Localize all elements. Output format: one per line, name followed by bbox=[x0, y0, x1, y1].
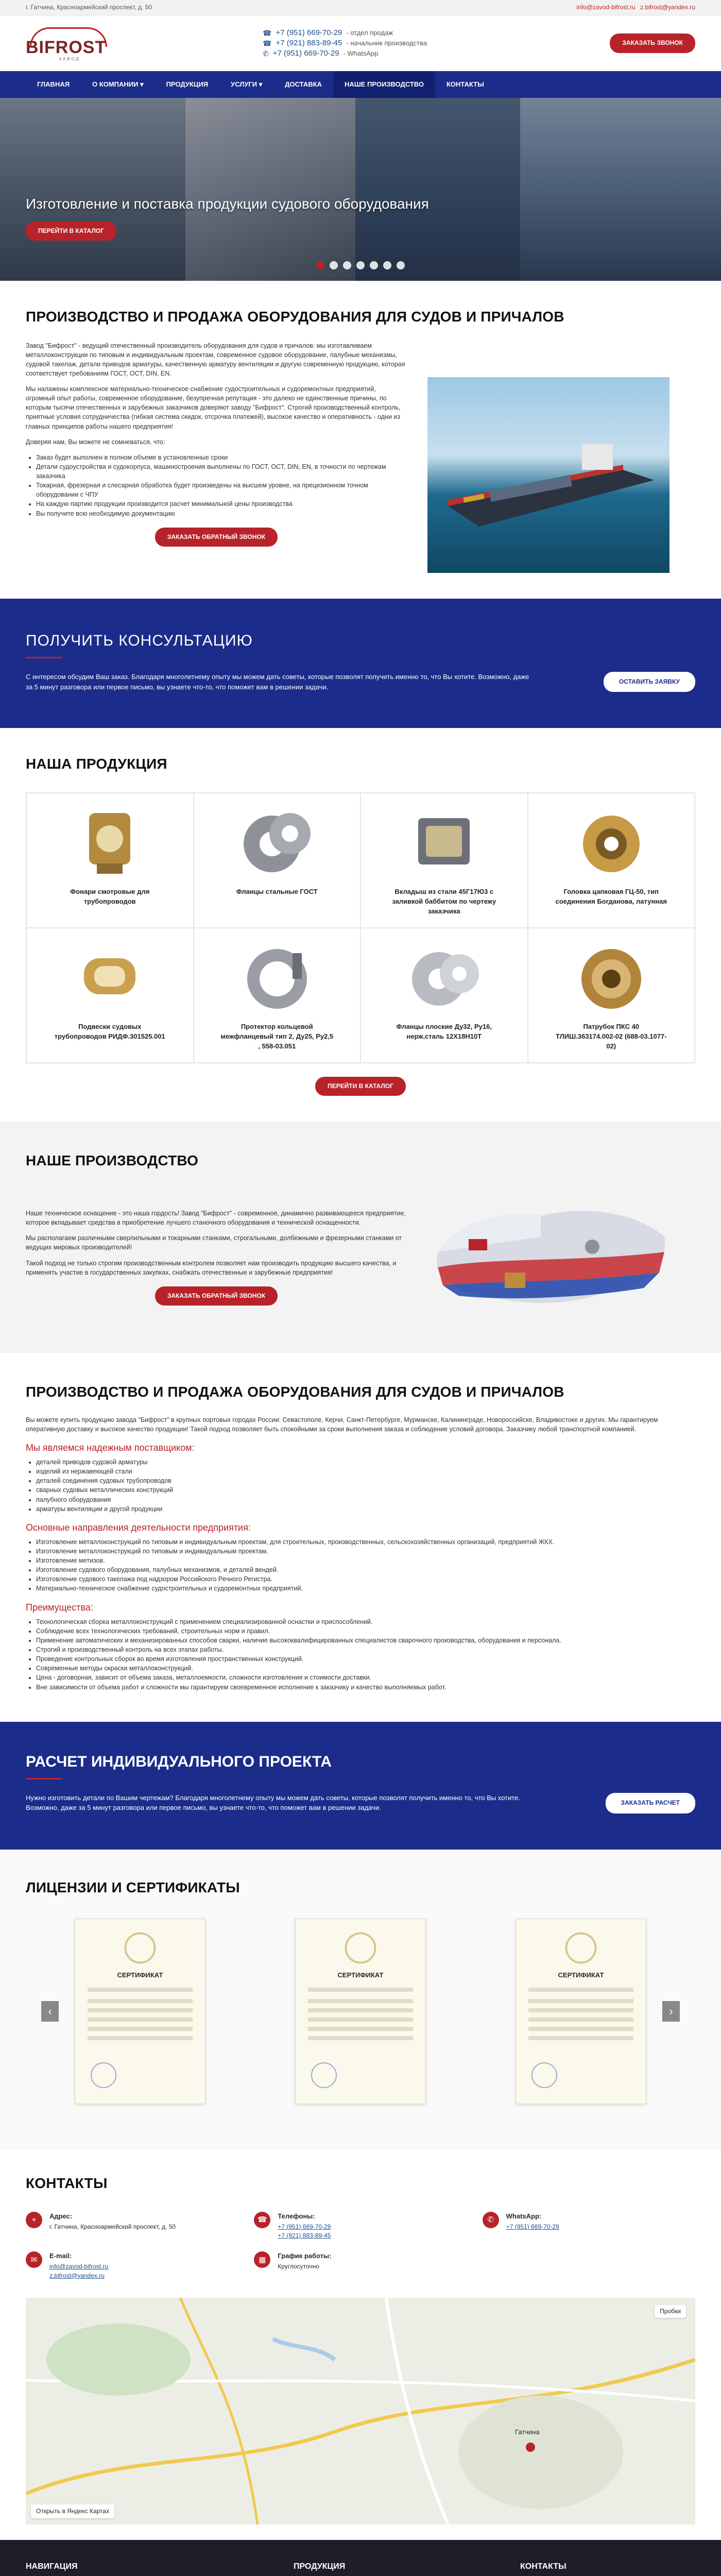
slider-dot[interactable] bbox=[343, 261, 351, 269]
whatsapp-link[interactable]: +7 (951) 669-70-29 bbox=[506, 2223, 559, 2230]
header-phones bbox=[263, 28, 427, 59]
list-item: • арматуры вентиляции и другой продукции bbox=[36, 1504, 695, 1514]
nav-item-delivery[interactable]: ДОСТАВКА bbox=[285, 80, 322, 88]
list-item: • Токарная, фрезерная и слесарная обработка будет произведены на высшем уровне, на прецизионном точном оборудовании с ЧПУ bbox=[36, 481, 407, 499]
top-bar bbox=[0, 0, 721, 15]
mail-icon: ✉ bbox=[26, 2251, 42, 2268]
consult-title: ПОЛУЧИТЬ КОНСУЛЬТАЦИЮ bbox=[26, 632, 253, 649]
product-name: Вкладыш из стали 45Г17Ю3 с заливкой баббитом по чертежу заказчика bbox=[392, 888, 496, 915]
whatsapp-icon: ✆ bbox=[483, 2212, 499, 2228]
footer bbox=[0, 2540, 721, 2576]
slider-dot[interactable] bbox=[316, 261, 324, 269]
list-item: • Материально-техническое снабжение судостроительных и судоремонтных предприятий. bbox=[36, 1584, 695, 1593]
product-photo bbox=[570, 938, 653, 1015]
list-item: • Строгий и производственный контроль на всех этапах работы. bbox=[36, 1645, 695, 1654]
advantages-list bbox=[36, 1617, 695, 1692]
cert-title: СЕРТИФИКАТ bbox=[337, 1971, 384, 1979]
whatsapp-icon: ✆ bbox=[263, 49, 269, 58]
hero-catalog-button[interactable]: ПЕРЕЙТИ В КАТАЛОГ bbox=[26, 222, 116, 241]
header-phone-3[interactable]: ✆ +7 (951) 669-70-29 - WhatsApp bbox=[263, 49, 379, 58]
list-item: • Соблюдение всех технологических требований, строительных норм и правил. bbox=[36, 1626, 695, 1636]
info-title: ПРОИЗВОДСТВО И ПРОДАЖА ОБОРУДОВАНИЯ ДЛЯ СУДОВ И ПРИЧАЛОВ bbox=[26, 1384, 564, 1400]
phone-link[interactable]: +7 (921) 883-89-45 bbox=[278, 2232, 331, 2239]
list-item: • Проведение контрольных сборок во время изготовления пространственных конструкций. bbox=[36, 1654, 695, 1664]
production-paragraph: Наше техническое оснащение - это наша гордость! Завод "Бифрост" - современное, динамично развивающееся предприятие, которое вкладывает средства в приобретение лучшего станочного оборудования и технической оснащенности. bbox=[26, 1210, 406, 1227]
product-photo bbox=[570, 803, 653, 880]
list-item: • Детали судоустройства и судокорпуса, машиностроения выполнены по ГОСТ, ОСТ, DIN, EN, в точности по чертежам заказчика bbox=[36, 462, 407, 481]
map-city-label: Гатчина bbox=[515, 2428, 540, 2436]
slider-dot[interactable] bbox=[330, 261, 338, 269]
products-title: НАША ПРОДУКЦИЯ bbox=[26, 756, 167, 772]
calc-title: РАСЧЕТ ИНДИВИДУАЛЬНОГО ПРОЕКТА bbox=[26, 1753, 332, 1770]
phone-link[interactable]: +7 (951) 669-70-29 bbox=[278, 2223, 331, 2230]
footer-contacts-title: КОНТАКТЫ bbox=[520, 2562, 566, 2571]
info-intro: Вы можете купить продукцию завода "Бифрост" в крупных портовых городах России: Севастополе, Керчи, Санкт-Петербурге, Мурманске, Калининграде, Новороссийске, Владивостоке и других. Мы гарантируем оперативную доставку и высокое качество продукции! Такой подход позволяет быть спокойными за сроки выполнения заказа и соблюдение условий договора. Заказчику любой транспортной компанией. bbox=[26, 1416, 658, 1433]
about-title: ПРОИЗВОДСТВО И ПРОДАЖА ОБОРУДОВАНИЯ ДЛЯ СУДОВ И ПРИЧАЛОВ bbox=[26, 309, 564, 325]
list-item: • Изготовление судового оборудования, палубных механизмов, и деталей вендей. bbox=[36, 1565, 695, 1574]
supplier-list bbox=[36, 1458, 695, 1514]
order-call-button[interactable]: ЗАКАЗАТЬ ЗВОНОК bbox=[610, 33, 695, 53]
about-paragraph: Завод "Бифрост" - ведущий отечественный производитель оборудования для судов и причалов: мы изготавливаем металлоконструкции по типовым и индивидуальным проектам, современное судовое оборудование, палубные механизмы, судовой такелаж, детали приводов арматуры, качественную арматуру вентиляции и другую современную продукцию, которая соответствует требованиям ГОСТ, ОСТ, DIN, EN. bbox=[26, 342, 405, 377]
order-callback-button[interactable]: ЗАКАЗАТЬ ОБРАТНЫЙ ЗВОНОК bbox=[155, 1286, 278, 1306]
licenses-title: ЛИЦЕНЗИИ И СЕРТИФИКАТЫ bbox=[26, 1879, 240, 1895]
calc-text: Нужно изготовить детали по Вашим чертежам? Благодаря многолетнему опыту мы можем дать советы, которые позволят получить именно то, что Вы хотите. Возможно, даже за 5 минут разговора или первое письмо, вы узнаете что-то, что поможет вам в решении задачи. bbox=[26, 1794, 521, 1811]
product-name: Фланцы плоские Ду32, Ру16, нерж.сталь 12Х18Н10Т bbox=[396, 1023, 492, 1040]
product-name: Подвески судовых трубопроводов РИДФ.301525.001 bbox=[54, 1023, 165, 1040]
licenses-section bbox=[0, 1850, 721, 2151]
contact-phones: ☎ Телефоны: +7 (951) 669-70-29 +7 (921) 883-89-45 bbox=[254, 2212, 467, 2241]
email-link[interactable]: z.bifrost@yandex.ru bbox=[49, 2272, 105, 2279]
footer-products-title: ПРОДУКЦИЯ bbox=[294, 2562, 346, 2571]
list-item: • Изготовление металлоконструкций по типовым и индивидуальным проектам, для строительных, производственных, сельскохозяйственных организаций, предприятий ЖКХ. bbox=[36, 1537, 695, 1547]
leave-request-button[interactable]: ОСТАВИТЬ ЗАЯВКУ bbox=[604, 672, 695, 692]
contact-hours: ▦ График работы: Круглосуточно bbox=[254, 2251, 467, 2280]
header bbox=[0, 15, 721, 71]
calendar-icon: ▦ bbox=[254, 2251, 270, 2268]
info-section bbox=[0, 1353, 721, 1722]
location-icon: ⌖ bbox=[26, 2212, 42, 2228]
header-phone-1[interactable]: ☎ +7 (951) 669-70-29 - отдел продаж bbox=[263, 28, 393, 37]
list-item: • деталей приводов судовой арматуры bbox=[36, 1458, 695, 1467]
product-name: Протектор кольцевой межфланцевый тип 2, Ду25, Ру2,5 , 558-03.051 bbox=[220, 1023, 334, 1050]
product-name: Фланцы стальные ГОСТ bbox=[236, 888, 318, 896]
catalog-button[interactable]: ПЕРЕЙТИ В КАТАЛОГ bbox=[315, 1077, 406, 1096]
certificate-image[interactable] bbox=[516, 1919, 646, 2104]
nav-item-services[interactable]: УСЛУГИ ▾ bbox=[231, 80, 263, 88]
slider-dot[interactable] bbox=[356, 261, 365, 269]
phone-icon: ☎ bbox=[263, 29, 272, 37]
list-item: • Вы получите всю необходимую документацию bbox=[36, 509, 407, 518]
open-yandex-maps-link[interactable]: Открыть в Яндекс Картах bbox=[31, 2504, 114, 2518]
info-heading: Мы являемся надежным поставщиком: bbox=[26, 1442, 195, 1453]
phone-icon: ☎ bbox=[254, 2212, 270, 2228]
topbar-emails bbox=[574, 3, 695, 12]
yandex-map[interactable] bbox=[26, 2298, 695, 2524]
contacts-title: КОНТАКТЫ bbox=[26, 2175, 108, 2192]
hero-slider bbox=[0, 98, 721, 281]
production-paragraph: Такой подход не только строгим производственным контролем позволяет нам производить продукцию высшего качества, и применять участие в государственных закупках, снабжать отечественные и зарубежные предприятия! bbox=[26, 1259, 397, 1276]
slider-dots bbox=[0, 261, 721, 269]
about-list bbox=[36, 453, 407, 518]
phone-icon: ☎ bbox=[263, 39, 272, 47]
nav-item-about[interactable]: О КОМПАНИИ ▾ bbox=[92, 80, 144, 88]
contacts-section bbox=[0, 2150, 721, 2524]
logo[interactable]: BIFROST ЗАВОД bbox=[26, 26, 113, 60]
nav-item-production[interactable]: НАШЕ ПРОИЗВОДСТВО bbox=[333, 71, 435, 98]
ship-photo bbox=[427, 377, 670, 573]
product-name: Головка цапковая ГЦ-50, тип соединения Богданова, латунная bbox=[555, 888, 667, 905]
product-photo bbox=[403, 938, 485, 1015]
calc-banner bbox=[0, 1722, 721, 1850]
production-title: НАШЕ ПРОИЗВОДСТВО bbox=[26, 1153, 199, 1169]
about-paragraph: Мы налажены комплексное материально-техническое снабжение судостроительных и судоремонтных предприятий, огромный опыт работы, современное оборудование, безупречная репутация - это далеко не единственные причины, по которым тысячи отечественных и зарубежных заказчиков доверяют заводу "Бифрост". Строгий производственный контроль, приятные условия сотрудничества (гибкая система скидок, отсрочка платежей), высокое качество и оперативность - одни из главных принципов работы нашего предприятия! bbox=[26, 385, 401, 430]
cert-title: СЕРТИФИКАТ bbox=[558, 1971, 604, 1979]
product-card[interactable] bbox=[26, 928, 194, 1063]
russia-map-image bbox=[427, 1190, 675, 1319]
product-card[interactable] bbox=[26, 793, 194, 928]
slider-dot[interactable] bbox=[370, 261, 378, 269]
production-paragraph: Мы располагаем различными сверлильными и токарными станками, строгальными, долбежными и фрезерными станками от ведущих мировых производителей! bbox=[26, 1234, 402, 1251]
certificate-image[interactable] bbox=[75, 1919, 205, 2104]
list-item: • Изготовление металлоконструкций по типовым и индивидуальным проектам. bbox=[36, 1547, 695, 1556]
slider-dot[interactable] bbox=[383, 261, 391, 269]
product-card[interactable] bbox=[360, 928, 528, 1063]
nav-item-home[interactable]: ГЛАВНАЯ bbox=[37, 80, 70, 88]
list-item: • сварных судовых металлических конструкций bbox=[36, 1485, 695, 1495]
product-grid bbox=[26, 792, 695, 1063]
hero-title: Изготовление и поставка продукции судового оборудования bbox=[26, 196, 429, 212]
nav-item-contacts[interactable]: КОНТАКТЫ bbox=[446, 80, 484, 88]
map-traffic-button[interactable]: Пробки bbox=[655, 2305, 686, 2318]
products-section bbox=[0, 728, 721, 1122]
product-name: Патрубок ПКС 40 ТЛИШ.363174.002-02 (688-03.1077-02) bbox=[555, 1023, 667, 1050]
topbar-email-1[interactable]: info@zavod-bifrost.ru bbox=[576, 4, 636, 11]
consult-text: С интересом обсудим Ваш заказ. Благодаря многолетнему опыту мы можем дать советы, которые позволят получить именно то, что Вы хотите. Возможно, даже за 5 минут разговора или первое письмо, вы узнаете что-то, что поможет вам в решении задачи. bbox=[26, 673, 529, 691]
contact-whatsapp: ✆ WhatsApp: +7 (951) 669-70-29 bbox=[483, 2212, 695, 2241]
certificate-image[interactable] bbox=[295, 1919, 426, 2104]
list-item: • Заказ будет выполнен в полном объеме в установленные сроки bbox=[36, 453, 407, 462]
info-heading: Преимущества: bbox=[26, 1602, 93, 1613]
list-item: • Применение автоматических и механизированных способов сварки, наличие высококвалифицированных специалистов сварочного производства, оборудования и персонала. bbox=[36, 1636, 695, 1645]
info-heading: Основные направления деятельности предприятия: bbox=[26, 1522, 251, 1533]
product-photo bbox=[236, 938, 318, 1015]
product-card[interactable] bbox=[194, 928, 361, 1063]
product-card[interactable] bbox=[360, 793, 528, 928]
list-item: • Изготовление судового такелажа под надзором Российского Речного Регистра. bbox=[36, 1574, 695, 1584]
product-name: Фонари смотровые для трубопроводов bbox=[70, 888, 150, 905]
footer-nav-title: НАВИГАЦИЯ bbox=[26, 2562, 78, 2571]
cert-title: СЕРТИФИКАТ bbox=[117, 1971, 163, 1979]
product-card[interactable] bbox=[528, 928, 695, 1063]
about-section bbox=[0, 281, 721, 599]
production-section bbox=[0, 1122, 721, 1353]
product-photo bbox=[236, 803, 318, 880]
contact-address: ⌖ Адрес: г. Гатчина, Красноармейский проспект, д. 50 bbox=[26, 2212, 238, 2241]
topbar-email-2[interactable]: z.bifrost@yandex.ru bbox=[640, 4, 695, 11]
activity-list bbox=[36, 1537, 695, 1594]
carousel-next-icon[interactable]: › bbox=[662, 2001, 680, 2022]
order-callback-button[interactable]: ЗАКАЗАТЬ ОБРАТНЫЙ ЗВОНОК bbox=[155, 528, 278, 547]
about-paragraph: Доверяя нам, Вы можете не сомневаться, что: bbox=[26, 438, 165, 446]
slider-dot[interactable] bbox=[397, 261, 405, 269]
list-item: • деталей соединения судовых трубопроводов bbox=[36, 1476, 695, 1485]
product-photo bbox=[403, 803, 485, 880]
header-phone-2[interactable]: ☎ +7 (921) 883-89-45 - начальник производства bbox=[263, 39, 427, 47]
order-calc-button[interactable]: ЗАКАЗАТЬ РАСЧЕТ bbox=[606, 1793, 696, 1813]
product-photo bbox=[68, 803, 151, 880]
list-item: • На каждую партию продукции производится расчет минимальной цены производства bbox=[36, 499, 407, 509]
topbar-address: г. Гатчина, Красноармейский проспект, д. 50 bbox=[26, 4, 152, 11]
contact-email: ✉ E-mail: info@zavod-bifrost.ru z.bifrost@yandex.ru bbox=[26, 2251, 238, 2280]
list-item: • Технологическая сборка металлоконструкций с применением специализированной оснастки и приспособлений. bbox=[36, 1617, 695, 1626]
email-link[interactable]: info@zavod-bifrost.ru bbox=[49, 2263, 109, 2270]
list-item: • палубного оборудования bbox=[36, 1495, 695, 1504]
nav-item-products[interactable]: ПРОДУКЦИЯ bbox=[166, 80, 209, 88]
list-item: • Современные методы окраски металлоконструкций. bbox=[36, 1664, 695, 1673]
carousel-prev-icon[interactable]: ‹ bbox=[41, 2001, 59, 2022]
list-item: • Цена - договорная, зависит от объема заказа, металлоемкости, сложности изготовления и стоимости доставки. bbox=[36, 1673, 695, 1682]
product-card[interactable] bbox=[194, 793, 361, 928]
consult-banner bbox=[0, 599, 721, 728]
list-item: • изделий из нержавеющей стали bbox=[36, 1467, 695, 1476]
main-nav bbox=[0, 71, 721, 98]
product-card[interactable] bbox=[528, 793, 695, 928]
list-item: • Изготовление метизов. bbox=[36, 1556, 695, 1565]
product-photo bbox=[68, 938, 151, 1015]
list-item: • Вне зависимости от объема работ и сложности мы гарантируем своевременное исполнение к заказчику и качество выполняемых работ. bbox=[36, 1683, 695, 1692]
